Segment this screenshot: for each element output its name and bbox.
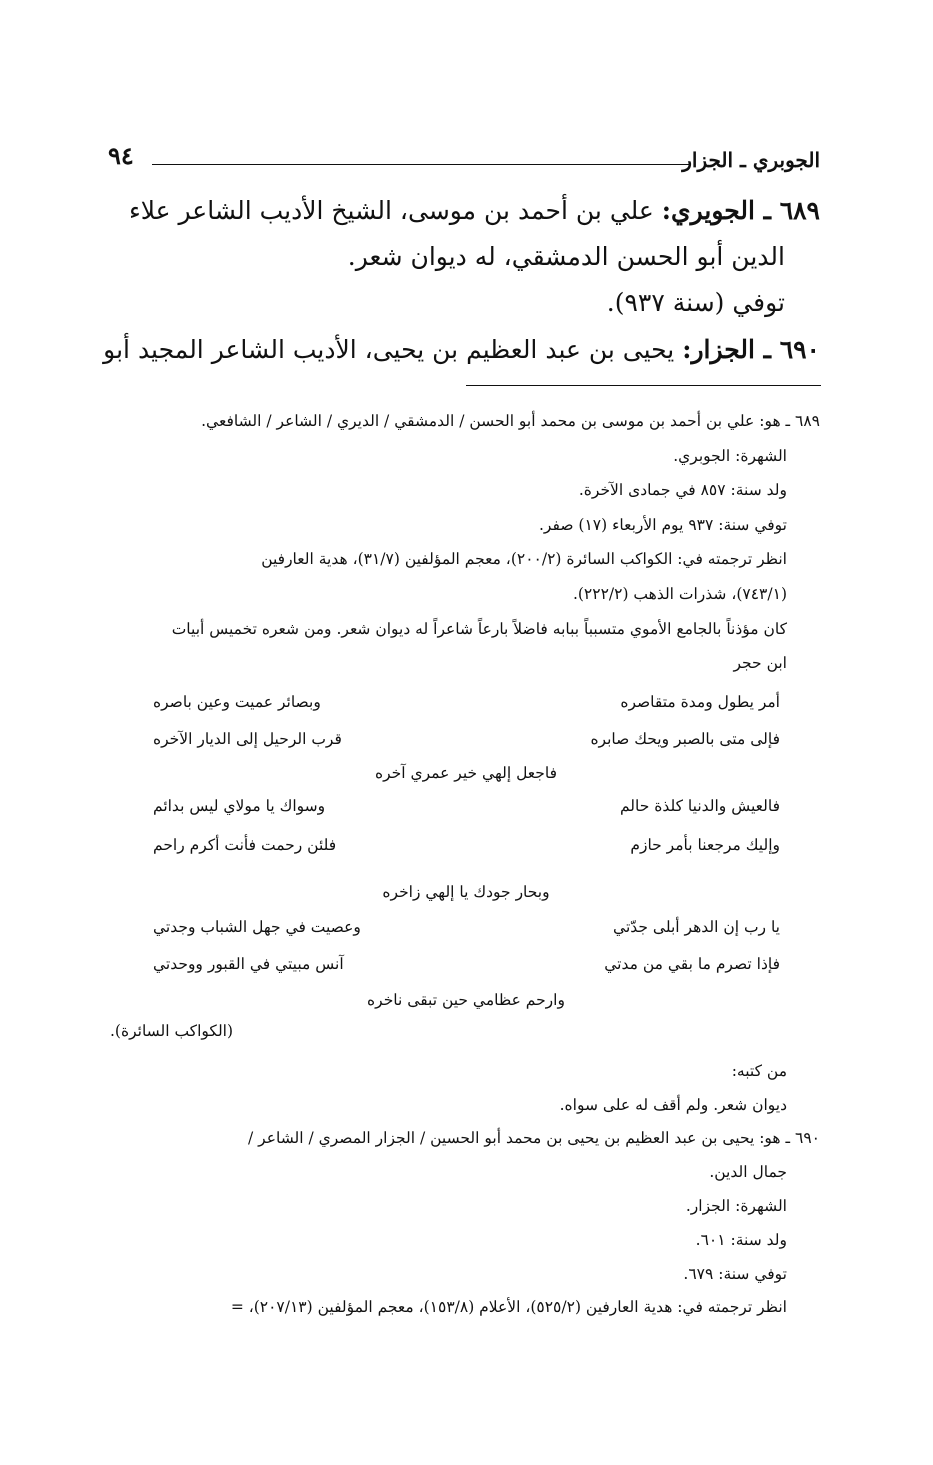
poem-verse-6-right: فإذا تصرم ما بقي من مدتي: [604, 955, 780, 973]
entry-690-heading: ٦٩٠ ـ الجزار:: [682, 335, 820, 364]
poem-verse-3-right: فالعيش والدنيا كلذة حالم: [619, 797, 780, 815]
running-header-title: الجوبري ـ الجزار: [682, 148, 820, 172]
footnote-690-died: توفي سنة: ٦٧٩.: [683, 1265, 787, 1283]
entry-689-line-1-text: علي بن أحمد بن موسى، الشيخ الأديب الشاعر علاء: [128, 196, 654, 225]
footnote-689-died: توفي سنة: ٩٣٧ يوم الأربعاء (١٧) صفر.: [539, 516, 787, 534]
footnote-690-refs: انظر ترجمته في: هدية العارفين (٥٢٥/٢)، الأعلام (١٥٣/٨)، معجم المؤلفين (٢٠٧/١٣)، =: [230, 1298, 787, 1316]
poem-verse-4-left: فلئن رحمت فأنت أكرم راحم: [153, 836, 337, 854]
poem-source: (الكواكب السائرة).: [110, 1022, 234, 1040]
poem-refrain-3: وارحم عظامي حين تبقى ناخره: [367, 991, 565, 1009]
poem-refrain-1: فاجعل إلهي خير عمري آخره: [375, 764, 557, 782]
books-heading: من كتبه:: [731, 1062, 787, 1080]
poem-verse-5-right: يا رب إن الدهر أبلى جدّتي: [613, 918, 780, 936]
poem-verse-2-right: فإلى متى بالصبر ويحك صابره: [590, 730, 780, 748]
footnote-689-fame: الشهرة: الجوبري.: [673, 447, 787, 465]
entry-690-line-1: [103, 337, 820, 362]
entry-689-heading: ٦٨٩ ـ الجويري:: [661, 196, 820, 225]
footnote-689-bio-1: كان مؤذناً بالجامع الأموي متسبباً ببابه فاضلاً بارعاً شاعراً له ديوان شعر. ومن شعره تخميس أبيات: [171, 620, 787, 638]
footnote-separator: [466, 385, 821, 386]
footnote-689-line-1: ٦٨٩ ـ هو: علي بن أحمد بن موسى بن محمد أبو الحسن / الدمشقي / الديري / الشاعر / الشافعي.: [201, 412, 820, 430]
header-rule: [152, 164, 690, 165]
poem-verse-6-left: آنس مبيتي في القبور ووحدتي: [153, 955, 344, 973]
footnote-689-born: ولد سنة: ٨٥٧ في جمادى الآخرة.: [578, 481, 787, 499]
entry-689-line-2: الدين أبو الحسن الدمشقي، له ديوان شعر.: [347, 242, 785, 271]
poem-verse-3-left: وسواك يا مولاي ليس بدائم: [153, 797, 326, 815]
poem-verse-5-left: وعصيت في جهل الشباب وجدتي: [153, 918, 361, 936]
footnote-690-fame: الشهرة: الجزار.: [685, 1197, 787, 1215]
footnote-690-line-1: ٦٩٠ ـ هو: يحيى بن عبد العظيم بن يحيى بن محمد أبو الحسين / الجزار المصري / الشاعر /: [248, 1129, 820, 1147]
entry-690-line-1-text: يحيى بن عبد العظيم بن يحيى، الأديب الشاعر المجيد أبو: [103, 335, 675, 364]
poem-verse-2-left: قرب الرحيل إلى الديار الآخره: [153, 730, 342, 748]
poem-refrain-2: وبحار جودك يا إلهي زاخره: [382, 883, 550, 901]
footnote-690-line-2: جمال الدين.: [709, 1163, 787, 1181]
poem-verse-1-left: وبصائر عميت وعين باصره: [153, 693, 321, 711]
books-item: ديوان شعر. ولم أقف له على سواه.: [559, 1096, 787, 1114]
entry-689-line-1: [129, 198, 820, 223]
entry-689-line-3: توفي (سنة ٩٣٧).: [606, 288, 785, 317]
poem-verse-4-right: وإليك مرجعنا بأمر حازم: [630, 836, 780, 854]
footnote-689-bio-2: ابن حجر: [733, 654, 787, 672]
footnote-689-refs-2: (٧٤٣/١)، شذرات الذهب (٢٢٢/٢).: [572, 585, 787, 603]
footnote-689-refs-1: انظر ترجمته في: الكواكب السائرة (٢٠٠/٢)، معجم المؤلفين (٣١/٧)، هدية العارفين: [261, 550, 787, 568]
poem-verse-1-right: أمر يطول ومدة متقاصره: [620, 693, 780, 711]
footnote-690-born: ولد سنة: ٦٠١.: [695, 1231, 787, 1249]
page-number: ٩٤: [108, 141, 134, 170]
